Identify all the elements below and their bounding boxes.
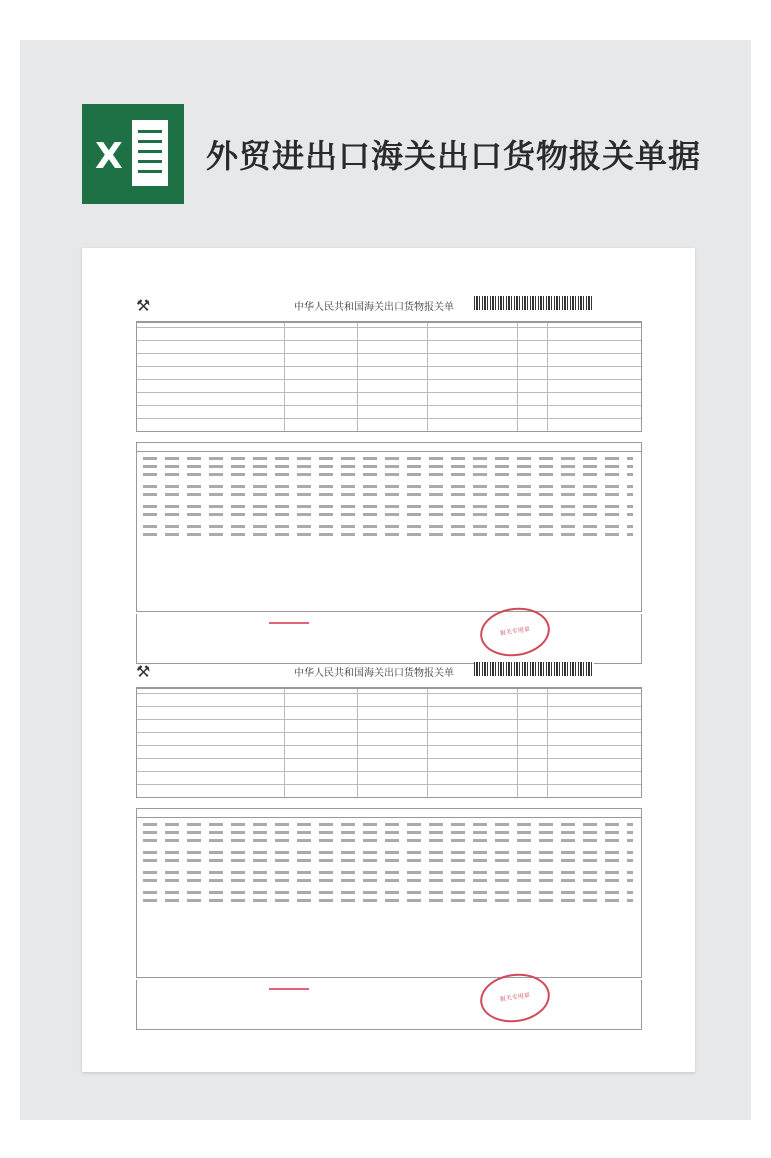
form-header-grid <box>136 688 642 798</box>
item-row <box>143 839 633 842</box>
item-row <box>143 831 633 834</box>
item-row <box>143 485 633 488</box>
item-row <box>143 891 633 894</box>
item-row <box>143 851 633 854</box>
items-header <box>137 443 641 452</box>
red-mark <box>269 988 309 990</box>
item-row <box>143 823 633 826</box>
item-row <box>143 493 633 496</box>
form-footer <box>136 614 642 664</box>
item-row <box>143 879 633 882</box>
item-row <box>143 899 633 902</box>
customs-form-2 <box>134 658 644 1036</box>
excel-icon-letter: X <box>95 136 123 177</box>
item-row <box>143 473 633 476</box>
customs-stamp: 报关专用章 <box>477 603 553 660</box>
goods-items-table <box>136 808 642 978</box>
sheet-graphic <box>132 120 168 186</box>
item-row <box>143 465 633 468</box>
red-mark <box>269 622 309 624</box>
customs-stamp: 报关专用章 <box>477 969 553 1026</box>
form-top-rule <box>136 680 642 688</box>
item-row <box>143 525 633 528</box>
form-top-rule <box>136 314 642 322</box>
item-row <box>143 513 633 516</box>
form-title: 中华人民共和国海关出口货物报关单 <box>294 302 454 313</box>
excel-icon <box>82 104 184 204</box>
item-row <box>143 859 633 862</box>
item-row <box>143 457 633 460</box>
item-row <box>143 871 633 874</box>
emblem-icon: ⚒ <box>136 296 151 315</box>
page-header <box>82 104 701 204</box>
customs-form-1 <box>134 292 644 670</box>
emblem-icon: ⚒ <box>136 662 151 681</box>
goods-items-table <box>136 442 642 612</box>
page-title: 外贸进出口海关出口货物报关单据 <box>206 137 702 175</box>
form-footer <box>136 980 642 1030</box>
barcode <box>474 662 594 676</box>
document-page <box>82 248 695 1072</box>
items-header <box>137 809 641 818</box>
item-row <box>143 505 633 508</box>
form-title: 中华人民共和国海关出口货物报关单 <box>294 668 454 679</box>
barcode <box>474 296 594 310</box>
form-header-grid <box>136 322 642 432</box>
item-row <box>143 533 633 536</box>
